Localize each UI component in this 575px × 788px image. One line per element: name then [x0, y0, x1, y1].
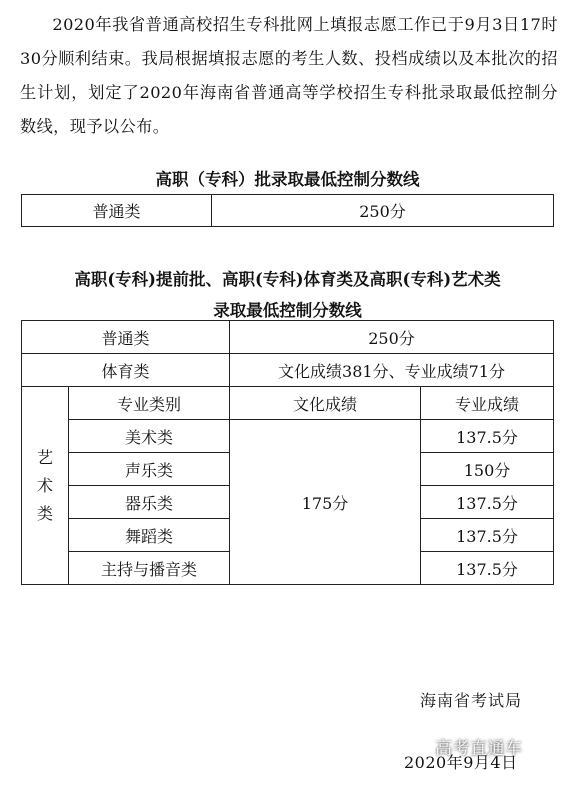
- major-cell: 器乐类: [69, 486, 230, 519]
- special-batch-title: [20, 264, 555, 326]
- professional-score-cell: 137.5分: [421, 486, 554, 519]
- table-header-row: [22, 387, 554, 420]
- table-row: [22, 321, 554, 354]
- professional-score-cell: 137.5分: [421, 552, 554, 585]
- column-header: 文化成绩: [230, 387, 421, 420]
- category-cell: 体育类: [22, 354, 230, 387]
- special-batch-table: [21, 320, 554, 585]
- special-batch-title-line1: 高职(专科)提前批、高职(专科)体育类及高职(专科)艺术类: [74, 270, 501, 289]
- issue-date: 2020年9月4日: [404, 753, 518, 772]
- column-header: 专业成绩: [421, 387, 554, 420]
- vocational-batch-table: [21, 194, 554, 227]
- table-row: [22, 354, 554, 387]
- category-cell: 普通类: [22, 321, 230, 354]
- major-cell: 主持与播音类: [69, 552, 230, 585]
- score-cell: 250分: [230, 321, 554, 354]
- table-row: [22, 420, 554, 453]
- issuer-signature: 海南省考试局: [420, 691, 523, 710]
- major-cell: 舞蹈类: [69, 519, 230, 552]
- art-category-label: 艺 术 类: [22, 387, 69, 585]
- table-row: [22, 195, 554, 227]
- watermark-text: 高考直通车: [435, 739, 523, 759]
- column-header: 专业类别: [69, 387, 230, 420]
- category-cell: 普通类: [22, 195, 212, 227]
- professional-score-cell: 150分: [421, 453, 554, 486]
- major-cell: 声乐类: [69, 453, 230, 486]
- score-cell: 250分: [212, 195, 554, 227]
- score-cell: 文化成绩381分、专业成绩71分: [230, 354, 554, 387]
- special-batch-title-line2: 录取最低控制分数线: [213, 301, 362, 320]
- professional-score-cell: 137.5分: [421, 519, 554, 552]
- professional-score-cell: 137.5分: [421, 420, 554, 453]
- announcement-text: 2020年我省普通高校招生专科批网上填报志愿工作已于9月3日17时30分顺利结束。我局根据填报志愿的考生人数、投档成绩以及本批次的招生计划，划定了2020年海南省普通高等学校招生专科批录取最低控制分数线，现予以公布。: [20, 15, 558, 136]
- major-cell: 美术类: [69, 420, 230, 453]
- announcement-paragraph: [20, 8, 558, 144]
- vocational-batch-title: 高职（专科）批录取最低控制分数线: [155, 170, 420, 189]
- culture-score-cell: 175分: [230, 420, 421, 585]
